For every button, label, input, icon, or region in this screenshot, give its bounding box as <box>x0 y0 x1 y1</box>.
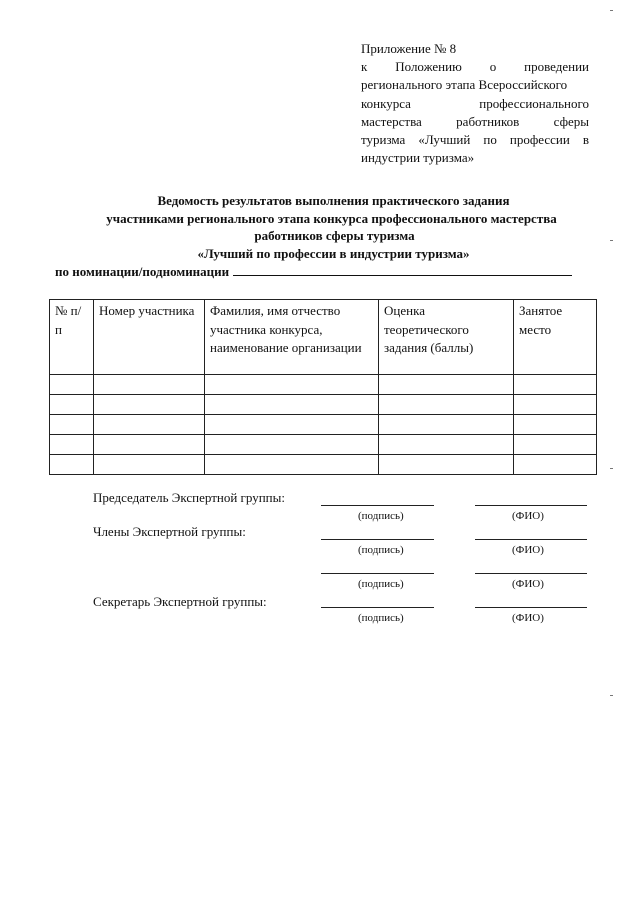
appendix-text-line: регионального этапа Всероссийского <box>361 77 568 93</box>
column-header-place: Занятое место <box>514 300 597 375</box>
member-signature-line <box>321 573 434 574</box>
name-caption: (ФИО) <box>512 510 544 522</box>
table-cell <box>205 415 379 435</box>
scan-mark <box>610 468 613 469</box>
member-signature-line <box>321 539 434 540</box>
table-cell <box>514 395 597 415</box>
table-row <box>50 415 597 435</box>
table-row <box>50 435 597 455</box>
table-cell <box>514 435 597 455</box>
table-cell <box>379 375 514 395</box>
table-row <box>50 455 597 475</box>
title-line: «Лучший по профессии в индустрии туризма» <box>197 245 470 261</box>
appendix-text-line: туризма «Лучший по профессии в <box>361 132 589 148</box>
title-line: участниками регионального этапа конкурса профессионального мастерства <box>106 210 557 226</box>
table-cell <box>514 455 597 475</box>
name-caption: (ФИО) <box>512 578 544 590</box>
signature-caption: (подпись) <box>358 544 404 556</box>
table-header-row <box>50 300 597 375</box>
appendix-header <box>361 40 589 167</box>
nomination-label: по номинации/подноминации <box>55 264 230 279</box>
column-header-participant-name: Фамилия, имя отчество участника конкурса, наименование организации <box>205 300 379 375</box>
secretary-label: Секретарь Экспертной группы: <box>93 594 267 609</box>
appendix-text-line: к Положению о проведении <box>361 59 589 75</box>
table-cell <box>379 435 514 455</box>
signature-caption: (подпись) <box>358 612 404 624</box>
member-name-line <box>475 539 587 540</box>
table-cell <box>94 375 205 395</box>
scan-mark <box>610 240 613 241</box>
chair-name-line <box>475 505 587 506</box>
table-cell <box>50 455 94 475</box>
table-cell <box>94 415 205 435</box>
table-cell <box>94 435 205 455</box>
nomination-blank-line <box>233 264 572 276</box>
name-caption: (ФИО) <box>512 544 544 556</box>
table-cell <box>50 375 94 395</box>
secretary-name-line <box>475 607 587 608</box>
table-cell <box>50 395 94 415</box>
table-cell <box>205 455 379 475</box>
signature-caption: (подпись) <box>358 510 404 522</box>
table-cell <box>94 395 205 415</box>
secretary-signature-line <box>321 607 434 608</box>
appendix-text-line: мастерства работников сферы <box>361 113 589 129</box>
title-line: Ведомость результатов выполнения практического задания <box>157 193 510 208</box>
name-caption: (ФИО) <box>512 612 544 624</box>
column-header-number: № п/п <box>50 300 94 375</box>
chair-label: Председатель Экспертной группы: <box>93 490 285 505</box>
members-label: Члены Экспертной группы: <box>93 524 246 539</box>
table-cell <box>379 395 514 415</box>
column-header-theory-score: Оценка теоретического задания (баллы) <box>379 300 514 375</box>
table-cell <box>205 435 379 455</box>
table-cell <box>514 375 597 395</box>
nomination-field <box>55 264 572 280</box>
chair-signature-line <box>321 505 434 506</box>
results-table <box>49 299 597 475</box>
table-cell <box>514 415 597 435</box>
signature-caption: (подпись) <box>358 578 404 590</box>
table-row <box>50 375 597 395</box>
table-cell <box>50 415 94 435</box>
member-name-line <box>475 573 587 574</box>
scan-mark <box>610 10 613 11</box>
scan-mark <box>610 695 613 696</box>
table-cell <box>94 455 205 475</box>
table-cell <box>379 455 514 475</box>
table-row <box>50 395 597 415</box>
table-cell <box>50 435 94 455</box>
title-line: работников сферы туризма <box>254 228 415 243</box>
table-cell <box>205 395 379 415</box>
document-title <box>0 192 639 262</box>
table-cell <box>379 415 514 435</box>
table-cell <box>205 375 379 395</box>
appendix-text-line: индустрии туризма» <box>361 150 475 166</box>
column-header-participant-number: Номер участника <box>94 300 205 375</box>
appendix-number: Приложение № 8 <box>361 41 457 56</box>
appendix-text-line: конкурса профессионального <box>361 95 589 111</box>
